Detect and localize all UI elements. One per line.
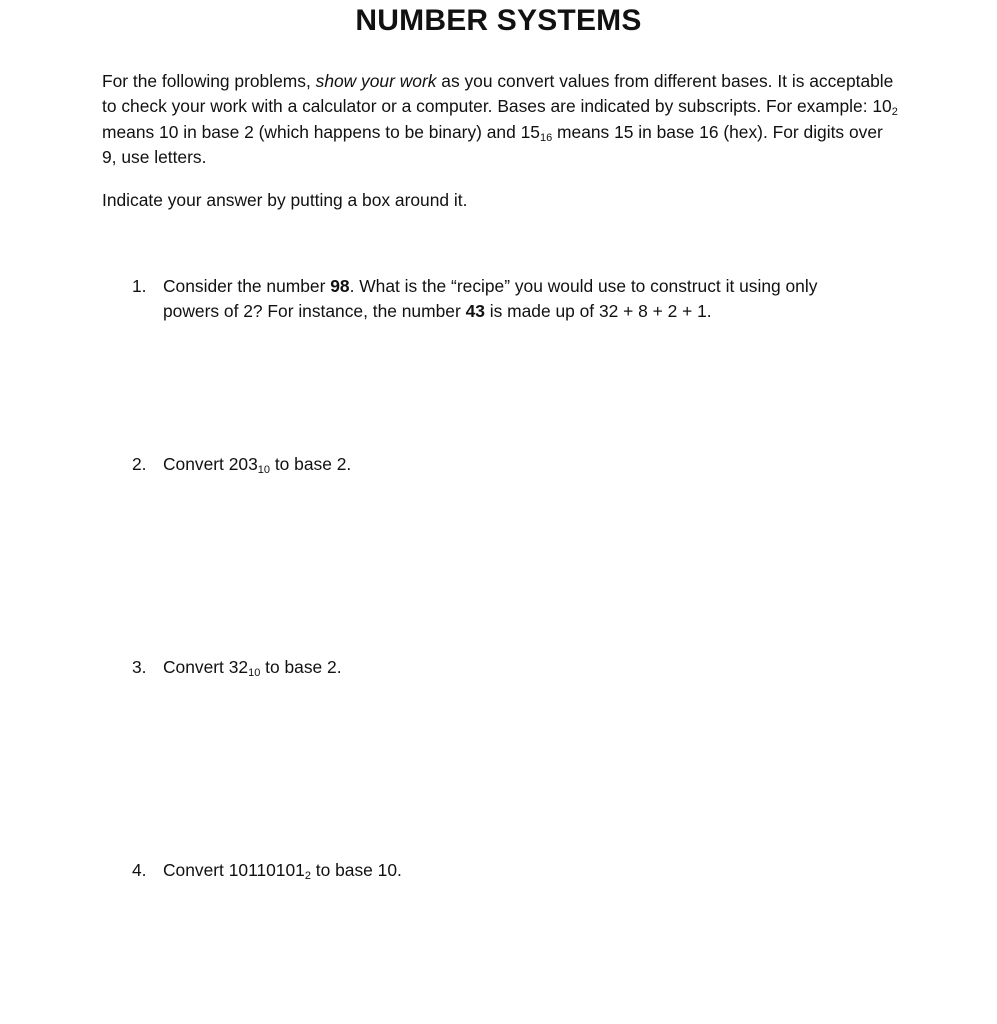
intro-text-mid: as you convert values from different bases. It is acceptable to check your work with a calculator or a computer. Bases are indicated by subscripts. For example: 10 xyxy=(102,71,894,117)
intro-emphasis: show your work xyxy=(315,71,437,91)
question-text-part: . What is the “recipe” you would use to construct it using only powers of 2? For instance, the number xyxy=(163,276,818,322)
intro-subscript-base-16: 16 xyxy=(539,131,553,144)
question-number: 3. xyxy=(132,657,147,677)
question-text-part: to base 10. xyxy=(310,860,402,880)
question-1 xyxy=(132,274,872,326)
question-bold-number: 43 xyxy=(465,301,485,322)
question-text-part: Convert 32 xyxy=(163,657,249,677)
question-number: 1. xyxy=(132,276,147,296)
intro-text-start: For the following problems, xyxy=(102,71,316,91)
question-number: 4. xyxy=(132,860,147,880)
question-text-part: is made up of 32 + 8 + 2 + 1. xyxy=(484,301,712,322)
question-base-subscript: 2 xyxy=(304,870,311,882)
intro-paragraph xyxy=(102,69,902,170)
question-text xyxy=(163,655,873,680)
question-2 xyxy=(132,452,872,478)
question-text-part: Convert 10110101 xyxy=(163,860,305,880)
intro-text-end: means 15 in base 16 (hex). For digits over 9, use letters. xyxy=(102,121,883,167)
question-text xyxy=(163,858,873,883)
question-base-subscript: 10 xyxy=(248,667,261,679)
page-title: NUMBER SYSTEMS xyxy=(355,4,642,37)
question-text-part: to base 2. xyxy=(270,454,352,474)
question-4 xyxy=(132,858,872,884)
question-text xyxy=(163,452,873,477)
question-text-part: Consider the number xyxy=(163,276,331,296)
question-bold-number: 98 xyxy=(330,276,350,296)
intro-text-binary-example: means 10 in base 2 (which happens to be binary) and 15 xyxy=(102,121,540,142)
instruction-paragraph: Indicate your answer by putting a box around it. xyxy=(102,190,468,210)
question-base-subscript: 10 xyxy=(257,464,270,476)
intro-subscript-base-2: 2 xyxy=(891,106,898,119)
question-text-part: Convert 203 xyxy=(163,454,258,474)
question-3 xyxy=(132,655,872,681)
question-text xyxy=(163,274,873,325)
question-number: 2. xyxy=(132,454,147,474)
question-text-part: to base 2. xyxy=(260,657,342,677)
